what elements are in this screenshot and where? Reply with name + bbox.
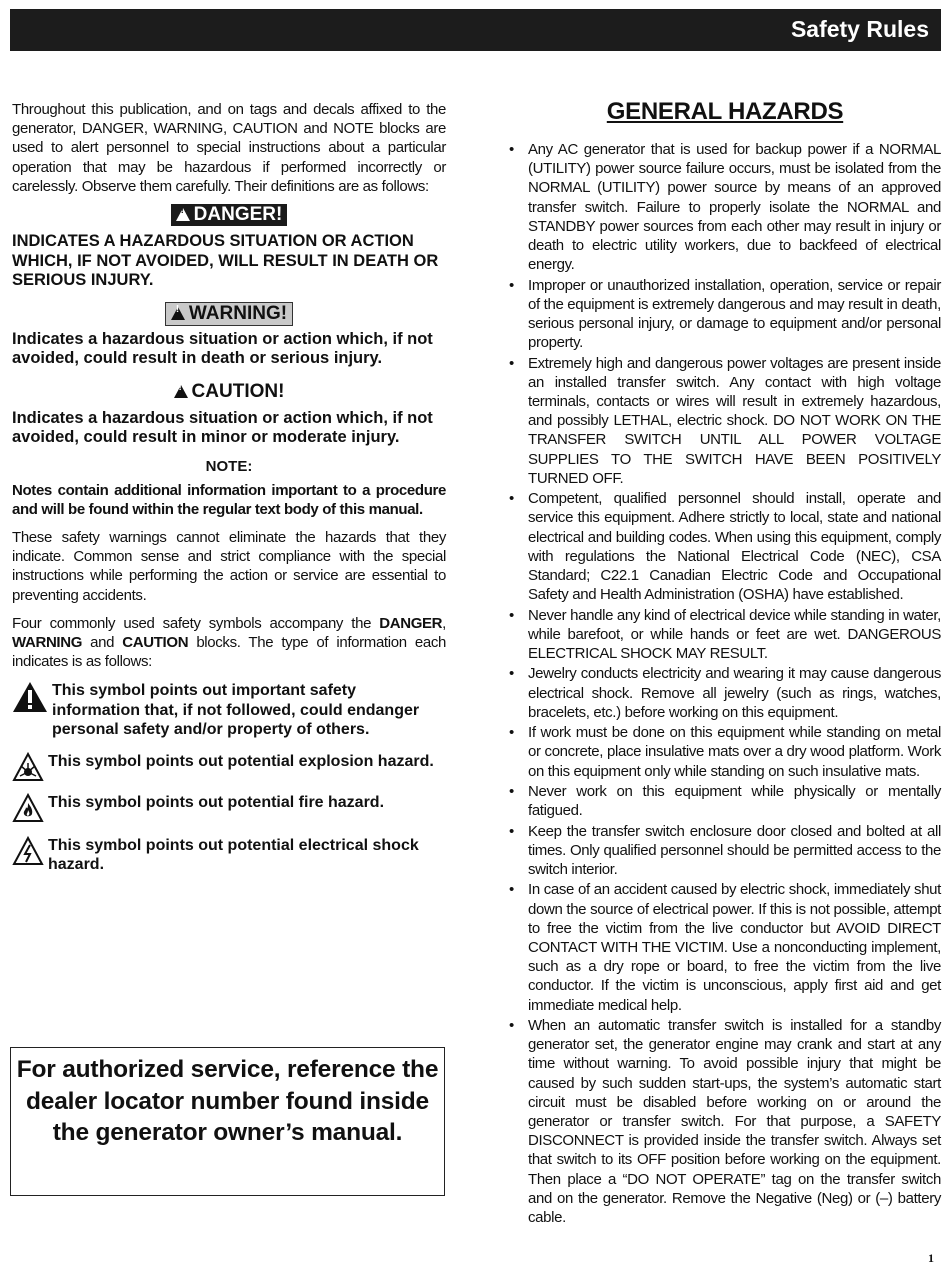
list-item — [509, 782, 941, 820]
left-column — [12, 100, 446, 874]
hazard-text: Never handle any kind of electrical device while standing in water, while barefoot, or while hands or feet are wet. DANGEROUS ELECTRICAL SHOCK MAY RESULT. — [528, 606, 941, 663]
list-item — [509, 489, 941, 604]
symbols-intro-post: blocks. The type of information each indicates is as follows: — [12, 633, 446, 671]
caution-badge-row — [12, 381, 446, 403]
danger-badge — [171, 204, 288, 226]
bullet-icon: • — [509, 881, 514, 899]
caution-label: CAUTION! — [191, 380, 285, 402]
symbols-intro-pre: Four commonly used safety symbols accompany the — [12, 614, 380, 632]
danger-badge-row — [12, 204, 446, 226]
explosion-icon — [12, 752, 44, 782]
bullet-icon: • — [509, 1017, 514, 1035]
symbols-intro-caution: CAUTION — [122, 633, 189, 651]
hazard-text: If work must be done on this equipment while standing on metal or concrete, place insulative mats over a dry wood platform. Work on this equipment only while standing on such insulative mats. — [528, 724, 941, 780]
bullet-icon: • — [509, 490, 514, 508]
warning-triangle-icon: ! — [171, 303, 189, 325]
hazard-text: Jewelry conducts electricity and wearing it may cause dangerous electrical shock. Remove all jewelry (such as rings, watches, bracelets, etc.) before working on this equipment. — [528, 665, 941, 721]
authorized-service-text: For authorized service, reference the dealer locator number found inside the generator owner’s manual. — [16, 1056, 439, 1146]
list-item — [509, 723, 941, 781]
bullet-icon: • — [509, 783, 514, 801]
hazard-text: In case of an accident caused by electric shock, immediately shut down the source of electrical power. If this is not possible, attempt to free the victim from the live conductor but AVOID DIRECT CONTACT WITH THE VICTIM. Use a nonconducting implement, such as a dry rope or board, to free the victim from the live conductor. If the victim is unconscious, apply first aid and get immediate medical help. — [528, 881, 941, 1014]
symbol-electrical-row — [12, 836, 446, 875]
caution-definition: Indicates a hazardous situation or action which, if not avoided, could result in minor or moderate injury. — [12, 408, 433, 447]
authorized-service-box — [10, 1047, 445, 1196]
symbols-intro-and: and — [82, 633, 123, 651]
list-item — [509, 664, 941, 722]
general-hazards-section — [509, 98, 941, 1228]
hazard-text: Keep the transfer switch enclosure door closed and bolted at all times. Only qualified personnel should be permitted access to the switch interior. — [528, 822, 941, 879]
symbol-fire-text: This symbol points out potential fire hazard. — [48, 793, 385, 811]
cannot-eliminate-paragraph: These safety warnings cannot eliminate the hazards that they indicate. Common sense and strict compliance with the special instructions while performing the action or service are essential to preventing accidents. — [12, 528, 446, 604]
warning-label: WARNING! — [188, 302, 288, 324]
list-item — [509, 1016, 941, 1227]
symbol-explosion-row — [12, 752, 446, 771]
symbol-explosion-text: This symbol points out potential explosion hazard. — [48, 753, 434, 771]
danger-definition: INDICATES A HAZARDOUS SITUATION OR ACTION WHICH, IF NOT AVOIDED, WILL RESULT IN DEATH OR SERIOUS INJURY. — [12, 232, 439, 290]
symbols-intro-paragraph — [12, 614, 446, 672]
note-heading: NOTE: — [205, 457, 253, 475]
list-item — [509, 822, 941, 880]
hazard-text: Extremely high and dangerous power voltages are present inside an installed transfer switch. Any contact with high voltage terminals, contacts or wires will result in extremely hazardous, and possibly LETHAL, electric shock. DO NOT WORK ON THE TRANSFER SWITCH UNTIL ALL POWER VOLTAGE SUPPLIES TO THE SWITCH HAVE BEEN POSITIVELY TURNED OFF. — [528, 354, 941, 487]
caution-badge — [169, 381, 290, 403]
hazard-text: Competent, qualified personnel should install, operate and service this equipment. Adhere strictly to local, state and national electrical and building codes. When using this equipment, comply with regulations the National Electrical Code (NEC), CSA Standard; C22.1 Canadian Electric Code and Occupational Safety and Health Administration (OSHA) have established. — [528, 490, 941, 604]
bullet-icon: • — [509, 141, 514, 158]
list-item — [509, 140, 941, 274]
fire-icon — [12, 793, 44, 823]
warning-badge-row — [12, 302, 446, 326]
bullet-icon: • — [509, 822, 514, 840]
bullet-icon: • — [509, 724, 514, 742]
hazard-text: Never work on this equipment while physically or mentally fatigued. — [528, 783, 941, 820]
hazard-text: Any AC generator that is used for backup power if a NORMAL (UTILITY) power source failure occurs, must be isolated from the NORMAL (UTILITY) power source by means of an approved transfer switch. Failure to properly isolate the NORMAL and STANDBY power sources from each other may result in injury or death to electric utility workers, due to backfeed of electrical energy. — [528, 141, 941, 274]
note-text: Notes contain additional information important to a procedure and will be found within the regular text body of this manual. — [12, 481, 446, 518]
hazard-text: When an automatic transfer switch is installed for a standby generator set, the generator engine may crank and start at any time without warning. To avoid possible injury that might be caused by such sudden start-ups, the system’s automatic start circuit must be disabled before working on or around the generator or transfer switch. For that purpose, a SAFETY DISCONNECT is provided inside the transfer switch. Always set that switch to its OFF position before working on the equipment. Then place a “DO NOT OPERATE” tag on the transfer switch and on the generator. Remove the Negative (Neg) or (–) battery cable. — [528, 1017, 941, 1227]
warning-definition: Indicates a hazardous situation or action which, if not avoided, could result in death or serious injury. — [12, 329, 433, 368]
symbol-exclamation-row — [12, 681, 446, 739]
exclamation-icon — [12, 681, 48, 713]
symbol-fire-row — [12, 793, 446, 812]
general-hazards-title: GENERAL HAZARDS — [606, 98, 844, 125]
list-item — [509, 606, 941, 664]
page-title: Safety Rules — [790, 16, 929, 42]
hazard-text: Improper or unauthorized installation, operation, service or repair of the equipment is extremely dangerous and may result in death, serious personal injury, or damage to equipment and/or personal property. — [528, 276, 941, 352]
symbols-intro-warning: WARNING — [12, 633, 83, 651]
intro-paragraph: Throughout this publication, and on tags and decals affixed to the generator, DANGER, WARNING, CAUTION and NOTE blocks are used to alert personnel to special instructions about a particular operation that may be hazardous if performed incorrectly or carelessly. Observe them carefully. Their definitions are as follows: — [12, 101, 446, 195]
general-hazards-list — [509, 140, 941, 1227]
bullet-icon: • — [509, 606, 514, 624]
electrical-icon — [12, 836, 44, 866]
symbols-intro-comma: , — [442, 614, 446, 632]
symbol-electrical-text: This symbol points out potential electrical shock hazard. — [48, 836, 419, 874]
danger-label: DANGER! — [193, 204, 283, 226]
list-item — [509, 276, 941, 353]
bullet-icon: • — [509, 665, 514, 683]
page-number: 1 — [928, 1251, 934, 1265]
header-bar — [10, 9, 941, 51]
list-item — [509, 880, 941, 1014]
symbols-intro-danger: DANGER — [379, 614, 443, 632]
symbol-exclamation-text: This symbol points out important safety information that, if not followed, could endanger personal safety and/or property of others. — [52, 682, 420, 738]
list-item — [509, 354, 941, 488]
warning-triangle-icon: ! — [176, 204, 194, 226]
warning-triangle-icon: ! — [174, 381, 192, 403]
bullet-icon: • — [509, 354, 514, 372]
warning-badge — [165, 302, 293, 326]
bullet-icon: • — [509, 276, 514, 294]
